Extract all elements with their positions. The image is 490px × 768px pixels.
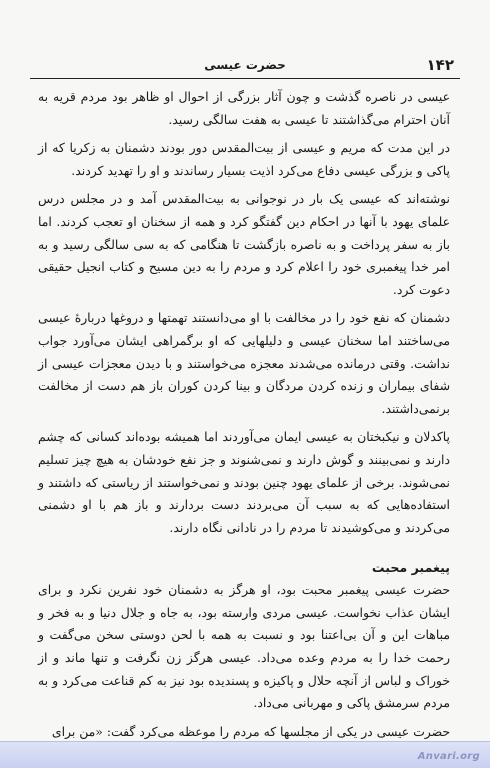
watermark-bar: [0, 741, 490, 768]
paragraph: دشمنان که نفع خود را در مخالفت با او می‌دانستند تهمتها و دروغها دربارهٔ عیسی می‌ساختند اما سخنان عیسی و دلیلهایی که او برگمراهی ایشان می‌آورد جواب نداشت. وقتی درمانده می‌شدند معجزه می‌خواستند و با دیدن معجزات عیسی از شفای بیماران و زنده کردن مردگان و بینا کردن کوران باز هم دست از مخالفت برنمی‌داشتند.: [38, 310, 450, 416]
paragraph: پاکدلان و نیکبختان به عیسی ایمان می‌آوردند اما همیشه بوده‌اند کسانی که چشم دارند و نمی‌بینند و گوش دارند و نمی‌شنوند و جز نفع خودشان به هیچ چیز تسلیم نمی‌شوند. برخی از علمای یهود چنین بودند و نمی‌خواستند از ریاستی که داشتند و استفاده‌هایی که به سبب آن می‌بردند دست بردارند و باز هم با او دشمنی می‌کردند و می‌کوشیدند تا مردم را در نادانی نگاه دارند.: [38, 429, 450, 535]
header-rule: [30, 78, 460, 79]
page-number: ۱۴۲: [426, 56, 454, 74]
site-watermark: Anvari.org: [417, 751, 480, 762]
section-title: پیغمبر محبت: [371, 560, 450, 576]
paragraph: عیسی در ناصره گذشت و چون آثار بزرگی از احوال او ظاهر بود مردم قریه به آنان احترام می‌گذاشتند تا عیسی به هفت سالگی رسید.: [38, 89, 450, 127]
paragraph: در این مدت که مریم و عیسی از بیت‌المقدس دور بودند دشمنان به زکریا که از پاکی و بزرگی عیسی دفاع می‌کرد اذیت بسیار رساندند و او را تهدید کردند.: [38, 140, 450, 178]
running-head: حضرت عیسی: [204, 58, 286, 72]
paragraph: حضرت عیسی در یکی از مجلسها که مردم را موعظه می‌کرد گفت: «من برای: [51, 723, 450, 739]
body-text: [38, 86, 450, 749]
paragraph: حضرت عیسی پیغمبر محبت بود، او هرگز به دشمنان خود نفرین نکرد و برای ایشان عذاب نخواست. عیسی مردی وارسته بود، به جاه و جلال دنیا و به فخر و مباهات این و آن بی‌اعتنا بود و نسبت به همه با لحن دوستی سخن می‌گفت و رحمت خدا را به مردم وعده می‌داد. عیسی هرگز زن نگرفت و تنها ماند و از خوراک و لباس از آنچه حلال و پاکیزه و پسندیده بود نیز به کم قناعت می‌کرد و به مردم سرمشق پاکی و مهربانی می‌داد.: [38, 582, 450, 711]
page-header: [30, 54, 460, 78]
paragraph: نوشته‌اند که عیسی یک بار در نوجوانی به بیت‌المقدس آمد و در مجلس درس علمای یهود با آنها در احکام دین گفتگو کرد و همه از سخنان او تعجب کردند. اما باز به سفر پرداخت و به ناصره بازگشت تا هنگامی که به سی سالگی رسید و به امر خدا پیغمبری خود را اعلام کرد و مردم را به دین مسیح و کتاب انجیل حقیقی دعوت کرد.: [38, 191, 450, 297]
